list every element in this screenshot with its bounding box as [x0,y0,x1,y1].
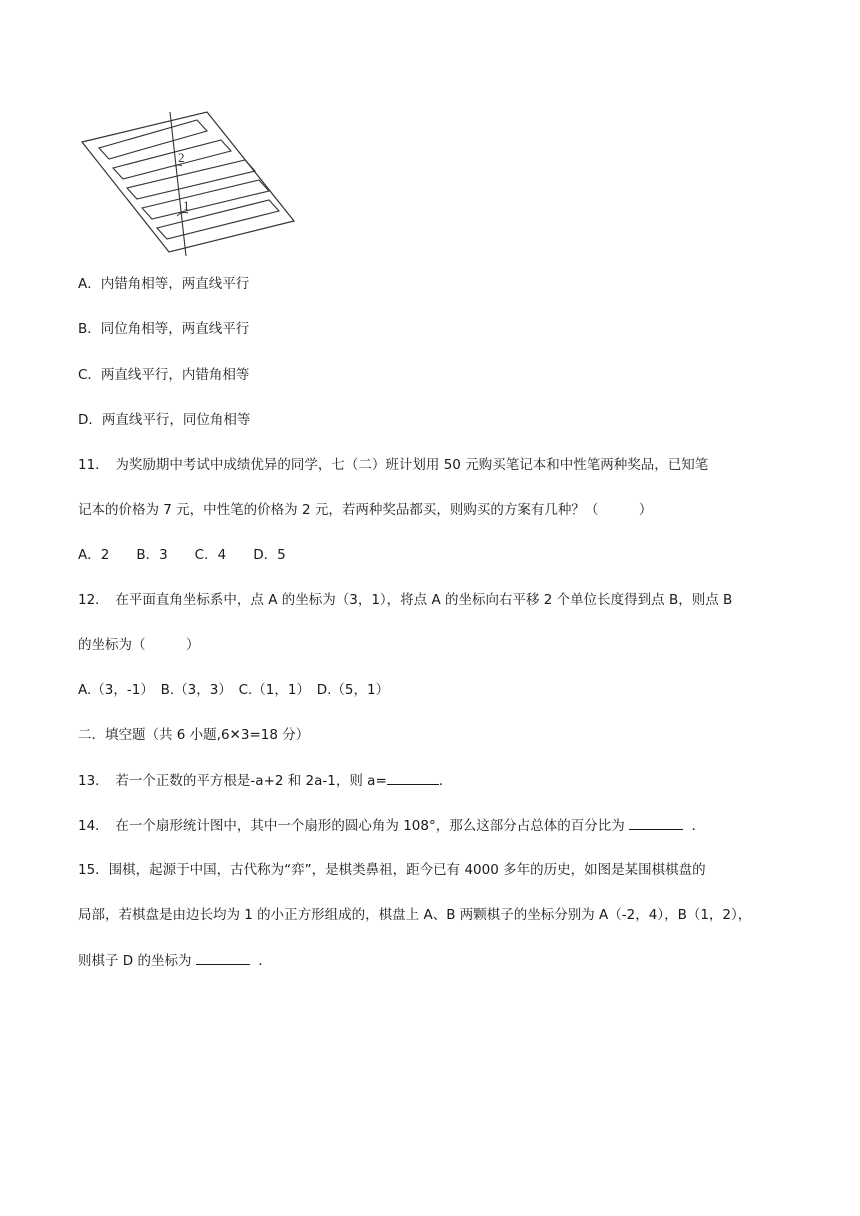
q10-option-a: A．内错角相等，两直线平行 [78,276,250,292]
transversal-line [170,112,186,256]
q13-answer-blank[interactable] [387,770,439,785]
q14-line [78,815,705,836]
q15-answer-blank[interactable] [196,950,250,965]
angle-2-arc [174,165,182,166]
strip-2 [113,140,231,179]
q11-line-1: 11． 为奖励期中考试中成绩优异的同学，七（二）班计划用 50 元购买笔记本和中性笔两种奖品，已知笔 [78,457,709,473]
angle-2-label: 2 [178,150,185,165]
q13-text: 13． 若一个正数的平方根是-a+2 和 2a-1，则 a= [78,773,387,789]
q14-text: 14． 在一个扇形统计图中，其中一个扇形的圆心角为 108°，那么这部分占总体的百分比为 [78,818,625,834]
strip-5 [157,200,279,239]
q12-line-2: 的坐标为（ ） [78,637,200,653]
q13-line [78,770,452,791]
section-2-heading: 二．填空题（共 6 小题,6✕3=18 分） [78,727,310,743]
strip-1 [99,120,207,159]
q14-answer-blank[interactable] [629,815,683,830]
q11-options: A．2 B．3 C．4 D．5 [78,547,286,563]
q11-line-2: 记本的价格为 7 元，中性笔的价格为 2 元，若两种奖品都买，则购买的方案有几种？（ ） [78,502,653,518]
q15-line-1: 15．围棋，起源于中国，古代称为“弈”，是棋类鼻祖，距今已有 4000 多年的历史，如图是某围棋棋盘的 [78,862,706,878]
q10-option-d: D．两直线平行，同位角相等 [78,412,251,428]
strip-3 [127,160,255,199]
q15-period: ． [258,953,272,969]
q15-line-2: 局部，若棋盘是由边长均为 1 的小正方形组成的，棋盘上 A、B 两颗棋子的坐标分别为 A（-2，4），B（1，2）， [78,907,752,923]
strips-figure [78,106,300,258]
q12-line-1: 12． 在平面直角坐标系中，点 A 的坐标为（3，1），将点 A 的坐标向右平移 2 个单位长度得到点 B，则点 B [78,592,733,608]
q13-period: ． [438,773,453,789]
strips-diagram [78,106,300,258]
q10-option-b: B．同位角相等，两直线平行 [78,321,250,337]
q14-period: ． [691,818,706,834]
angle-1-label: 1 [183,198,190,213]
q15-line-3 [78,950,272,971]
q12-options: A.（3，-1） B.（3，3） C.（1，1） D.（5，1） [78,682,390,698]
q10-option-c: C．两直线平行，内错角相等 [78,367,250,383]
outer-parallelogram [82,112,294,252]
q15-text: 则棋子 D 的坐标为 [78,953,192,969]
strip-4 [142,180,269,219]
